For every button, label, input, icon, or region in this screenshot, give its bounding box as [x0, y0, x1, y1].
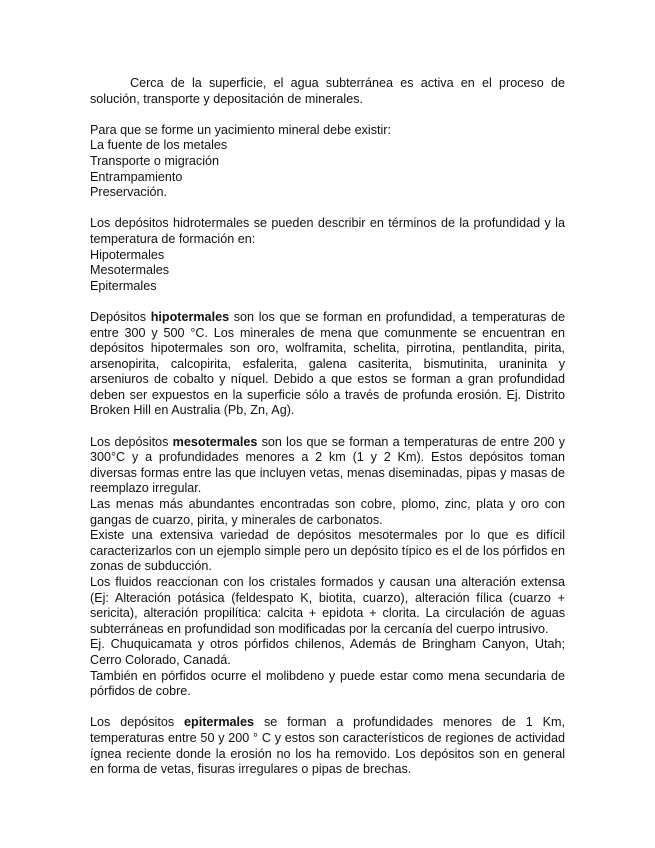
requirements-heading: Para que se forme un yacimiento mineral debe existir: [90, 122, 391, 137]
meso-variety-paragraph: Existe una extensiva variedad de depósitos mesotermales por lo que es difícil caracterizarlos con un ejemplo simple pero un depósito típico es el de los pórfidos en zonas de subducción. [90, 528, 565, 574]
meso-pre: Los depósitos [90, 434, 173, 449]
meso-ores-paragraph: Las menas más abundantes encontradas son cobre, plomo, zinc, plata y oro con gangas de cuarzo, pirita, y minerales de carbonatos. [90, 497, 565, 527]
meso-examples-paragraph: Ej. Chuquicamata y otros pórfidos chilenos, Además de Bringham Canyon, Utah; Cerro Colorado, Canadá. [90, 637, 565, 667]
intro-paragraph: Cerca de la superficie, el agua subterránea es activa en el proceso de solución, transporte y depositación de minerales. [90, 76, 565, 106]
meso-post: son los que se forman a temperaturas de entre 200 y 300°C y a profundidades menores a 2 km (1 y 2 Km). Estos depósitos toman diversas formas entre las que incluyen vetas, menas diseminadas, pipas y masas de reemplazo irregular. [90, 434, 566, 496]
mesotermal-paragraph [90, 435, 565, 497]
requirement-item: Entrampamiento [90, 169, 183, 184]
epitermal-paragraph [90, 715, 565, 777]
requirement-item: Transporte o migración [90, 153, 220, 168]
requirement-item: La fuente de los metales [90, 138, 228, 153]
requirement-item: Preservación. [90, 185, 167, 200]
epi-post: se forman a profundidades menores de 1 Km, temperaturas entre 50 y 200 ° C y estos son característicos de regiones de actividad ígnea reciente donde la erosión no los ha removido. Los depósitos son en general en forma de vetas, fisuras irregulares o pipas de brechas. [90, 715, 565, 777]
hydro-type-item: Hipotermales [90, 247, 165, 262]
hipotermal-paragraph [90, 310, 565, 419]
meso-fluids-paragraph: Los fluidos reaccionan con los cristales formados y causan una alteración extensa (Ej: Alteración potásica (feldespato K, biotita, cuarzo), alteración fílica (cuarzo + sericita), alteración propilítica: calcita + epidota + clorita. La circulación de aguas subterráneas en profundidad son modificadas por la cercanía del cuerpo intrusivo. [90, 575, 565, 636]
epi-term: epitermales [184, 715, 255, 730]
hydro-type-item: Epitermales [90, 278, 157, 293]
meso-term: mesotermales [172, 434, 258, 449]
hydrothermal-intro: Los depósitos hidrotermales se pueden describir en términos de la profundidad y la temperatura de formación en: [90, 216, 565, 246]
hipo-term: hipotermales [150, 309, 230, 324]
epi-pre: Los depósitos [90, 715, 185, 730]
hydro-type-item: Mesotermales [90, 263, 170, 278]
hipo-pre: Depósitos [90, 309, 151, 324]
hipo-post: son los que se forman en profundidad, a temperaturas de entre 300 y 500 °C. Los minerales de mena que comunmente se encuentran en depósitos hipotermales son oro, wolframita, schelita, pirrotina, pentlandita, pirita, arsenopirita, calcopirita, esfalerita, galena casiterita, bismutinita, uraninita y arseniuros de cobalto y níquel. Debido a que estos se forman a gran profundidad deben ser expuestos en la superficie sólo a través de profunda erosión. Ej. Distrito Broken Hill en Australia (Pb, Zn, Ag). [90, 309, 565, 418]
meso-molybdenum-paragraph: También en pórfidos ocurre el molibdeno y puede estar como mena secundaria de pórfidos de cobre. [90, 668, 565, 699]
